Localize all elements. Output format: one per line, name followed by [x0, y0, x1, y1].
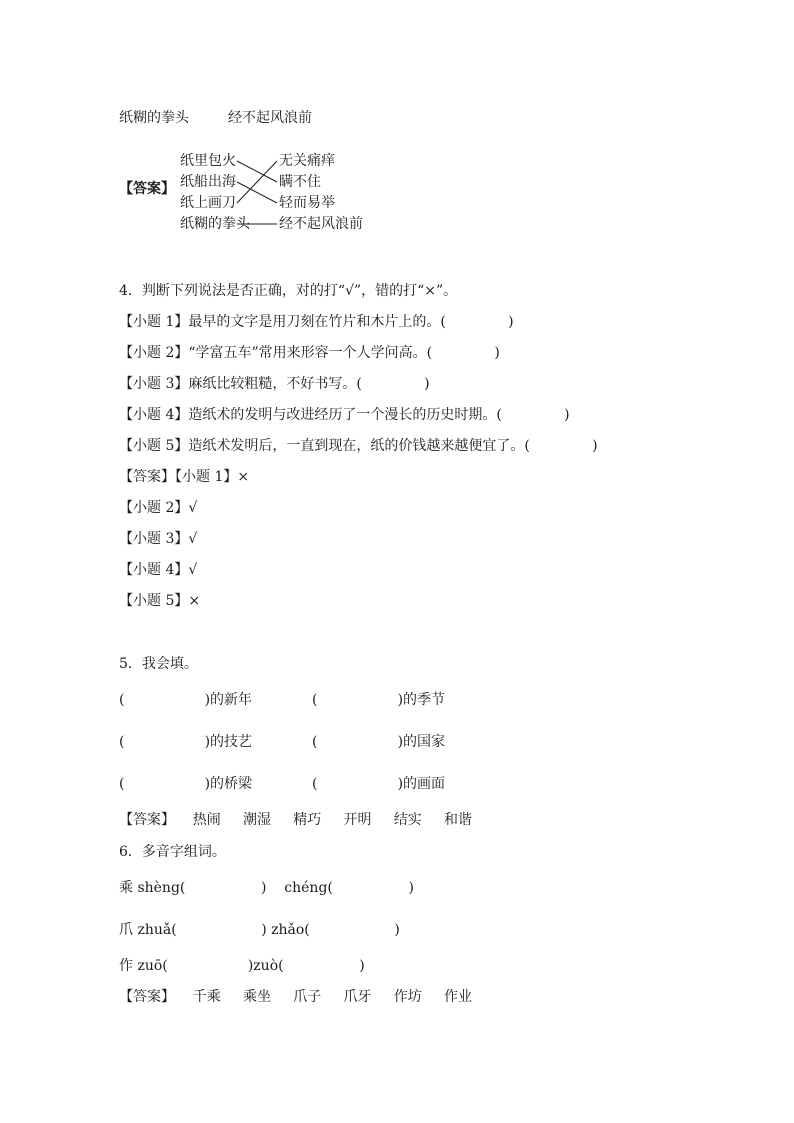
match-right-4: 经不起风浪前: [279, 216, 363, 232]
q4-answer-1: 【答案】【小题 1】×: [119, 469, 250, 485]
q6-row-1: 乘 shèng( ) chéng( ): [119, 880, 414, 896]
q4-title: 4．判断下列说法是否正确，对的打“√”，错的打“×”。: [119, 283, 458, 299]
q4-item-2: 【小题 2】“学富五车”常用来形容一个人学问高。( ): [119, 345, 500, 361]
q6-row-3: 作 zuō( )zuò( ): [119, 958, 365, 974]
match-left-1: 纸里包火: [180, 153, 236, 169]
q4-answer-5: 【小题 5】×: [119, 593, 201, 609]
q6-title: 6．多音字组词。: [119, 844, 226, 860]
top-line-left: 纸糊的拳头: [119, 110, 189, 126]
q4-answer-2: 【小题 2】√: [119, 500, 198, 516]
q5-row3-right: ( )的画面: [312, 776, 446, 792]
q5-row1-right: ( )的季节: [312, 692, 446, 708]
match-line-3: [237, 161, 277, 203]
q5-row2-left: ( )的技艺: [119, 734, 253, 750]
q5-row2-right: ( )的国家: [312, 734, 446, 750]
match-left-3: 纸上画刀: [180, 195, 236, 211]
q4-item-5: 【小题 5】造纸术发明后，一直到现在，纸的价钱越来越便宜了。( ): [119, 438, 598, 454]
q5-title: 5．我会填。: [119, 656, 198, 672]
q5-row1-left: ( )的新年: [119, 692, 253, 708]
q4-answer-4: 【小题 4】√: [119, 562, 198, 578]
q4-answer-3: 【小题 3】√: [119, 531, 198, 547]
q4-item-1: 【小题 1】最早的文字是用刀刻在竹片和木片上的。( ): [119, 314, 514, 330]
match-left-2: 纸船出海: [180, 174, 236, 190]
q6-answer: 【答案】 千乘 乘坐 爪子 爪牙 作坊 作业: [119, 989, 473, 1005]
match-right-2: 瞒不住: [279, 174, 321, 190]
match-right-3: 轻而易举: [279, 195, 335, 211]
match-line-2: [237, 182, 277, 203]
q5-row3-left: ( )的桥梁: [119, 776, 253, 792]
top-line-right: 经不起风浪前: [228, 110, 312, 126]
q6-row-2: 爪 zhuǎ( ) zhǎo( ): [119, 922, 400, 938]
match-line-1: [237, 161, 277, 182]
q4-item-4: 【小题 4】造纸术的发明与改进经历了一个漫长的历史时期。( ): [119, 407, 570, 423]
q4-item-3: 【小题 3】麻纸比较粗糙，不好书写。( ): [119, 376, 430, 392]
q5-answer: 【答案】 热闹 潮湿 精巧 开明 结实 和谐: [119, 812, 473, 828]
match-left-4: 纸糊的拳头: [180, 216, 250, 232]
match-right-1: 无关痛痒: [279, 153, 335, 169]
answer-label: 【答案】: [119, 181, 175, 197]
